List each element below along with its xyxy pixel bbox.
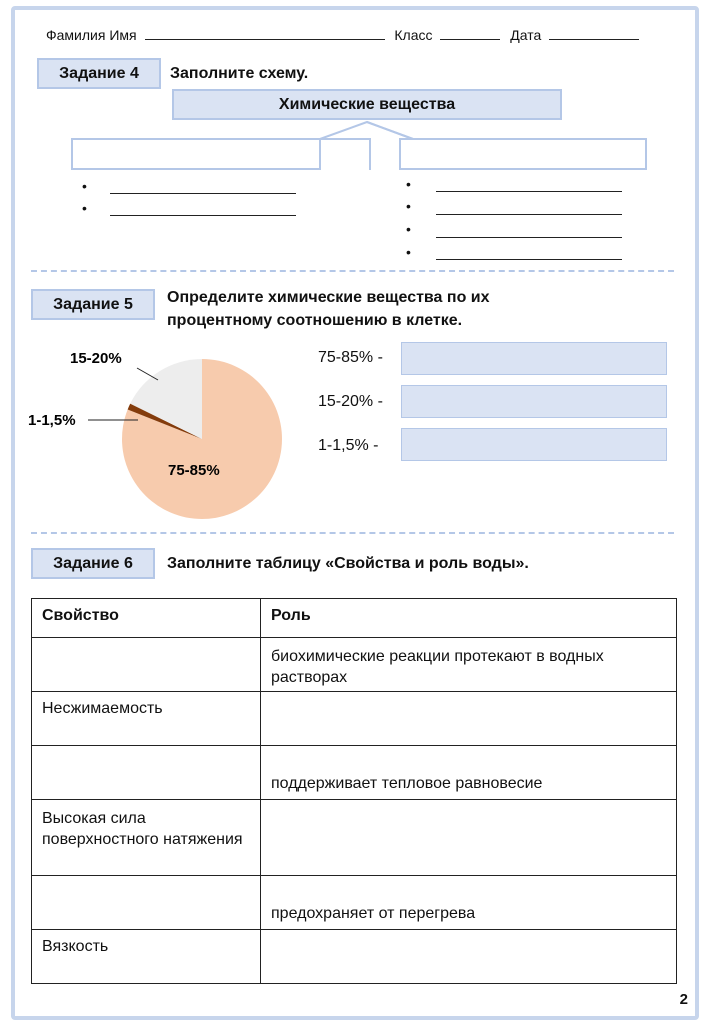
bullet: • xyxy=(406,176,411,192)
water-properties-table xyxy=(31,598,677,984)
bullet: • xyxy=(406,244,411,260)
answer-line[interactable] xyxy=(436,191,622,192)
table-cell[interactable]: Несжимаемость xyxy=(32,692,261,746)
pie-label-inorganic: 1-1,5% xyxy=(28,412,76,429)
answer-box[interactable] xyxy=(401,385,667,418)
table-cell[interactable]: поддерживает тепловое равновесие xyxy=(261,746,677,800)
answer-line[interactable] xyxy=(436,214,622,215)
table-cell[interactable]: предохраняет от перегрева xyxy=(261,876,677,930)
section-divider xyxy=(31,532,674,534)
task6-badge: Задание 6 xyxy=(31,548,155,579)
answer-box[interactable] xyxy=(401,342,667,375)
row-label: 75-85% - xyxy=(318,349,383,366)
answer-line[interactable] xyxy=(436,259,622,260)
table-cell[interactable]: Вязкость xyxy=(32,930,261,984)
table-header-row xyxy=(32,599,677,638)
pie-chart xyxy=(0,340,300,530)
task6-title: Заполните таблицу «Свойства и роль воды». xyxy=(167,555,529,572)
page-number: 2 xyxy=(679,991,688,1008)
table-cell[interactable] xyxy=(32,746,261,800)
table-cell[interactable] xyxy=(32,638,261,692)
date-label: Дата xyxy=(510,27,542,43)
answer-box[interactable] xyxy=(401,428,667,461)
class-label: Класс xyxy=(394,27,433,43)
scheme-left-box[interactable] xyxy=(71,138,321,170)
table-row xyxy=(32,800,677,876)
answer-line[interactable] xyxy=(436,237,622,238)
row-label: 1-1,5% - xyxy=(318,437,379,454)
table-row xyxy=(32,692,677,746)
task5-badge: Задание 5 xyxy=(31,289,155,320)
row-label: 15-20% - xyxy=(318,393,383,410)
table-cell[interactable] xyxy=(261,692,677,746)
header-line xyxy=(46,27,639,43)
table-cell[interactable] xyxy=(32,876,261,930)
table-row xyxy=(32,876,677,930)
scheme-right-box[interactable] xyxy=(399,138,647,170)
bullet: • xyxy=(82,178,87,194)
task4-title: Заполните схему. xyxy=(170,65,309,82)
task5-title-line2: процентному соотношению в клетке. xyxy=(167,312,463,329)
bullet: • xyxy=(82,200,87,216)
section-divider xyxy=(31,270,674,272)
table-cell[interactable]: биохимические реакции протекают в водных растворах xyxy=(261,638,677,692)
scheme-root-box: Химические вещества xyxy=(172,89,562,120)
pie-label-organic: 15-20% xyxy=(70,350,122,367)
table-cell[interactable]: Высокая сила поверхностного натяжения xyxy=(32,800,261,876)
class-field[interactable] xyxy=(440,29,500,40)
pie-leader-line-organic xyxy=(137,368,158,380)
bullet: • xyxy=(406,198,411,214)
table-cell[interactable] xyxy=(261,800,677,876)
task4-badge: Задание 4 xyxy=(37,58,161,89)
pie-label-water: 75-85% xyxy=(168,462,220,479)
bullet: • xyxy=(406,221,411,237)
header-role: Роль xyxy=(261,599,677,638)
name-field[interactable] xyxy=(145,29,385,40)
date-field[interactable] xyxy=(549,29,639,40)
table-row xyxy=(32,638,677,692)
task5-title-line1: Определите химические вещества по их xyxy=(167,289,490,306)
answer-line[interactable] xyxy=(110,215,296,216)
answer-line[interactable] xyxy=(110,193,296,194)
table-cell[interactable] xyxy=(261,930,677,984)
table-row xyxy=(32,930,677,984)
table-row xyxy=(32,746,677,800)
header-property: Свойство xyxy=(32,599,261,638)
name-label: Фамилия Имя xyxy=(46,27,137,43)
